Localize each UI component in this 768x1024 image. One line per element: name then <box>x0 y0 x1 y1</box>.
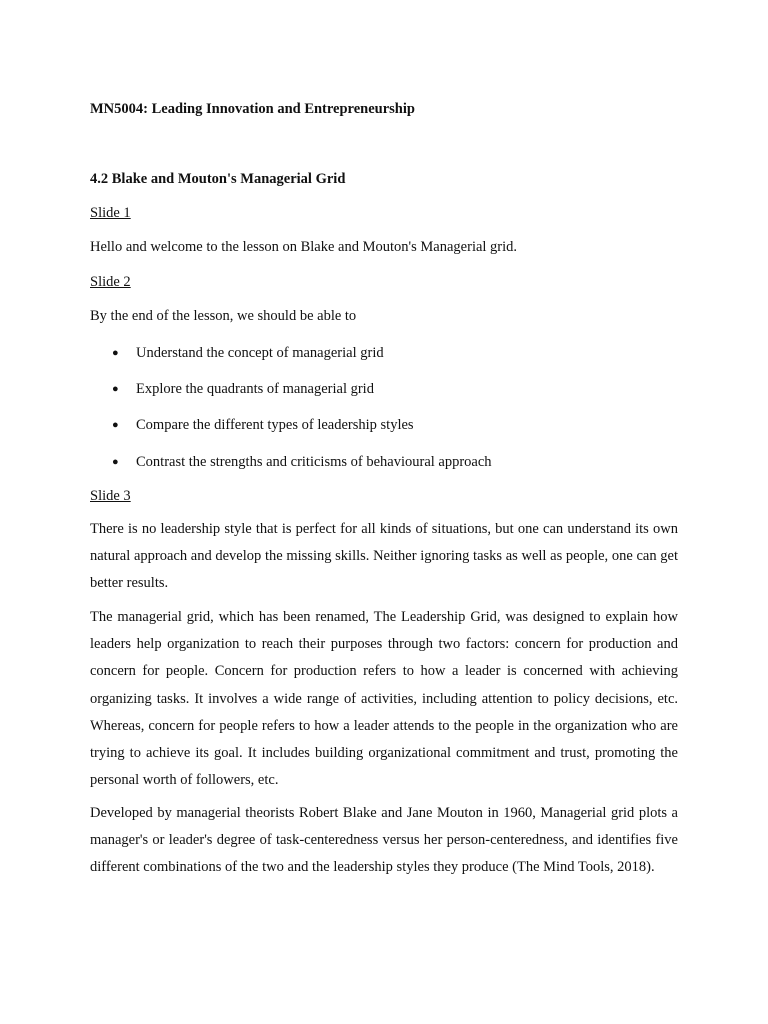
list-item-text: Compare the different types of leadership styles <box>136 417 414 433</box>
bullet-icon: ● <box>112 419 119 431</box>
slide-1-text: Hello and welcome to the lesson on Blake and Mouton's Managerial grid. <box>90 239 518 255</box>
slide-3-paragraph-3: Developed by managerial theorists Robert Blake and Jane Mouton in 1960, Managerial grid plots a manager's or leader's degree of task-centeredness versus her person-centeredness, and identifies five different combinations of the two and the leadership styles they produce (The Mind Tools, 2018). <box>90 805 678 876</box>
list-item-text: Understand the concept of managerial grid <box>136 345 384 361</box>
slide-2-label: Slide 2 <box>90 274 131 290</box>
list-item-text: Contrast the strengths and criticisms of behavioural approach <box>136 454 492 470</box>
bullet-icon: ● <box>112 347 119 359</box>
list-item-text: Explore the quadrants of managerial grid <box>136 381 374 397</box>
bullet-icon: ● <box>112 456 119 468</box>
slide-2-intro: By the end of the lesson, we should be able to <box>90 308 357 324</box>
slide-3-paragraph-1: There is no leadership style that is perfect for all kinds of situations, but one can understand its own natural approach and develop the missing skills. Neither ignoring tasks as well as people, one can get better results. <box>90 521 678 592</box>
slide-3-label: Slide 3 <box>90 488 131 504</box>
section-heading: 4.2 Blake and Mouton's Managerial Grid <box>90 171 346 187</box>
slide-1-label: Slide 1 <box>90 205 131 221</box>
slide-3-paragraph-2: The managerial grid, which has been renamed, The Leadership Grid, was designed to explain how leaders help organization to reach their purposes through two factors: concern for production and concern for people. Concern for production refers to how a leader is concerned with achieving organizing tasks. It involves a wide range of activities, including attention to policy decisions, etc. Whereas, concern for people refers to how a leader attends to the people in the organization who are trying to achieve its goal. It includes building organizational commitment and trust, promoting the personal worth of followers, etc. <box>90 609 678 789</box>
bullet-icon: ● <box>112 383 119 395</box>
document-title: MN5004: Leading Innovation and Entrepreneurship <box>90 101 415 117</box>
